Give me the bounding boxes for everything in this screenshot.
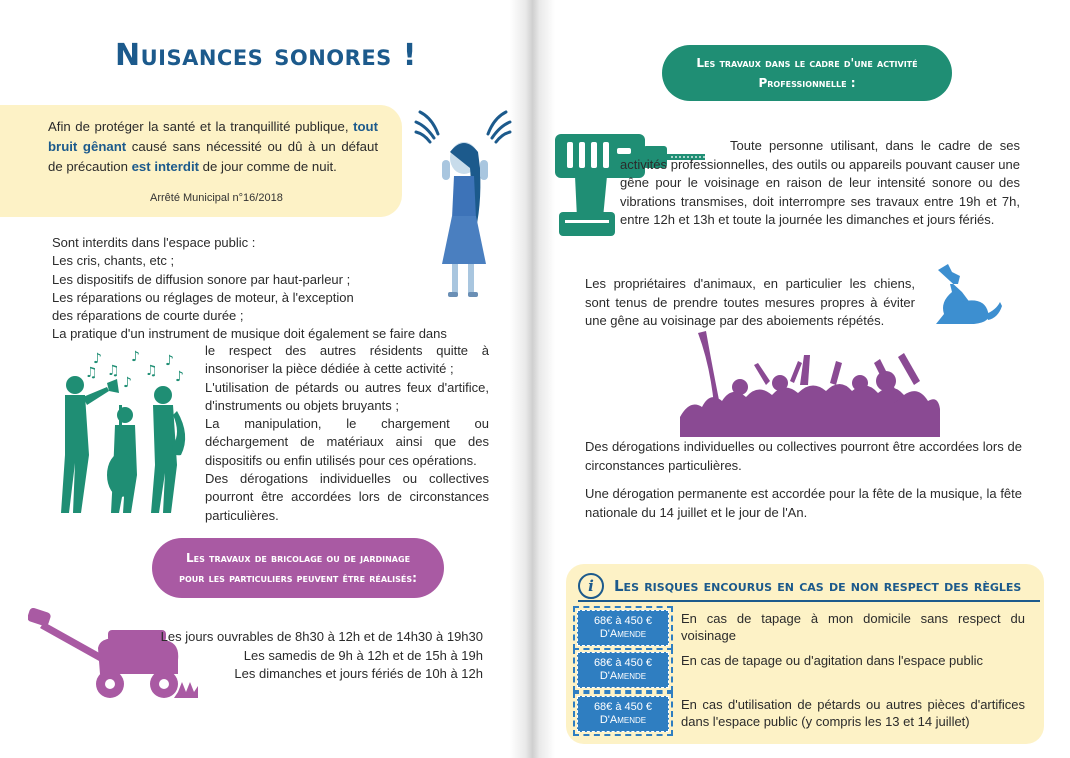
- info-icon: i: [578, 573, 604, 599]
- svg-text:♪: ♪: [131, 349, 140, 365]
- svg-text:♫: ♫: [85, 365, 98, 381]
- concert-crowd-icon: [680, 325, 940, 437]
- pro-work-heading: Les travaux dans le cadre d'une activité Professionnelle :: [662, 45, 952, 101]
- list-line: L'utilisation de pétards ou autres feux d'artifice, d'instruments ou objets bruyants ;: [205, 379, 489, 413]
- list-line: Des dérogations individuelles ou collectives pourront être accordées lors de circonstances particulières.: [205, 471, 489, 523]
- list-line: Les dispositifs de diffusion sonore par haut-parleur ;: [52, 271, 351, 287]
- fine-stamp: 68€ à 450 € D'Amende: [577, 696, 669, 732]
- list-line: le respect des autres résidents quitte à insonoriser la pièce dédiée à cette activité ;: [205, 343, 489, 377]
- risks-title: Les risques encourus en cas de non respect des règles: [614, 577, 1022, 595]
- diy-hours-heading: Les travaux de bricolage ou de jardinage pour les particuliers peuvent être réalisés:: [152, 538, 444, 598]
- list-line: Les réparations ou réglages de moteur, à l'exception: [52, 289, 354, 305]
- derogations-text: Des dérogations individuelles ou collectives pourront être accordées lors de circonstances particulières. Une dérogation permanente est accordée pour la fête de la musique, la fête nationale du 14 juillet et le jour de l'An.: [585, 439, 1022, 520]
- list-line: des réparations de courte durée ;: [52, 308, 244, 324]
- fine-description: En cas de tapage à mon domicile sans respect du voisinage: [681, 611, 1025, 643]
- svg-text:♫: ♫: [107, 363, 120, 379]
- svg-text:♫: ♫: [145, 363, 158, 379]
- hours-line: Les dimanches et jours fériés de 10h à 12h: [234, 666, 483, 681]
- fine-description: En cas d'utilisation de pétards ou autres pièces d'artifices dans l'espace public (y compris les 13 et 14 juillet): [681, 697, 1025, 729]
- fine-row: [577, 696, 1037, 732]
- pro-work-text: Toute personne utilisant, dans le cadre de ses activités professionnelles, des outils ou appareils pouvant causer une gêne pour le voisinage en raison de leur intensité sonore ou des vibrations transmises, doit interrompre ses travaux entre 19h et 7h, entre 12h et 13h et toute la journée les dimanches et jours fériés.: [620, 138, 1020, 227]
- list-line: Les cris, chants, etc ;: [52, 253, 175, 269]
- hours-line: Les jours ouvrables de 8h30 à 12h et de 14h30 à 19h30: [160, 629, 483, 644]
- fine-stamp: 68€ à 450 € D'Amende: [577, 652, 669, 688]
- page-title: Nuisances sonores !: [115, 38, 417, 73]
- musicians-icon: [45, 345, 195, 517]
- svg-text:♪: ♪: [165, 353, 174, 369]
- public-space-list: [52, 234, 492, 344]
- svg-text:♪: ♪: [175, 369, 184, 385]
- svg-text:♪: ♪: [93, 351, 102, 367]
- fine-stamp: 68€ à 450 € D'Amende: [577, 610, 669, 646]
- svg-text:♪: ♪: [123, 375, 132, 391]
- list-line: Sont interdits dans l'espace public :: [52, 235, 256, 250]
- risks-heading: [578, 572, 1040, 602]
- sound-waves-icon: [416, 112, 510, 142]
- diy-hours-list: [143, 628, 483, 684]
- fine-row: [577, 652, 1037, 688]
- list-line: La pratique d'un instrument de musique doit également se faire dans: [52, 326, 447, 342]
- fine-row: [577, 610, 1037, 646]
- list-line: La manipulation, le chargement ou déchargement de matériaux ainsi que des dispositifs ou enfin utilisés pour ces opérations.: [205, 416, 489, 468]
- animals-text: Les propriétaires d'animaux, en particulier les chiens, sont tenus de prendre toutes mesures propres à éviter une gêne au voisinage par des aboiements répétés.: [585, 276, 915, 328]
- dog-icon: [930, 262, 1002, 326]
- public-space-list-continued: [205, 342, 489, 525]
- arrete-reference: Arrêté Municipal n°16/2018: [150, 192, 283, 204]
- intro-text: Afin de protéger la santé et la tranquillité publique, tout bruit gênant causé sans nécessité ou dû à un défaut de précaution est interdit de jour comme de nuit.: [48, 119, 378, 174]
- fine-description: En cas de tapage ou d'agitation dans l'espace public: [681, 653, 984, 668]
- hours-line: Les samedis de 9h à 12h et de 15h à 19h: [243, 647, 483, 663]
